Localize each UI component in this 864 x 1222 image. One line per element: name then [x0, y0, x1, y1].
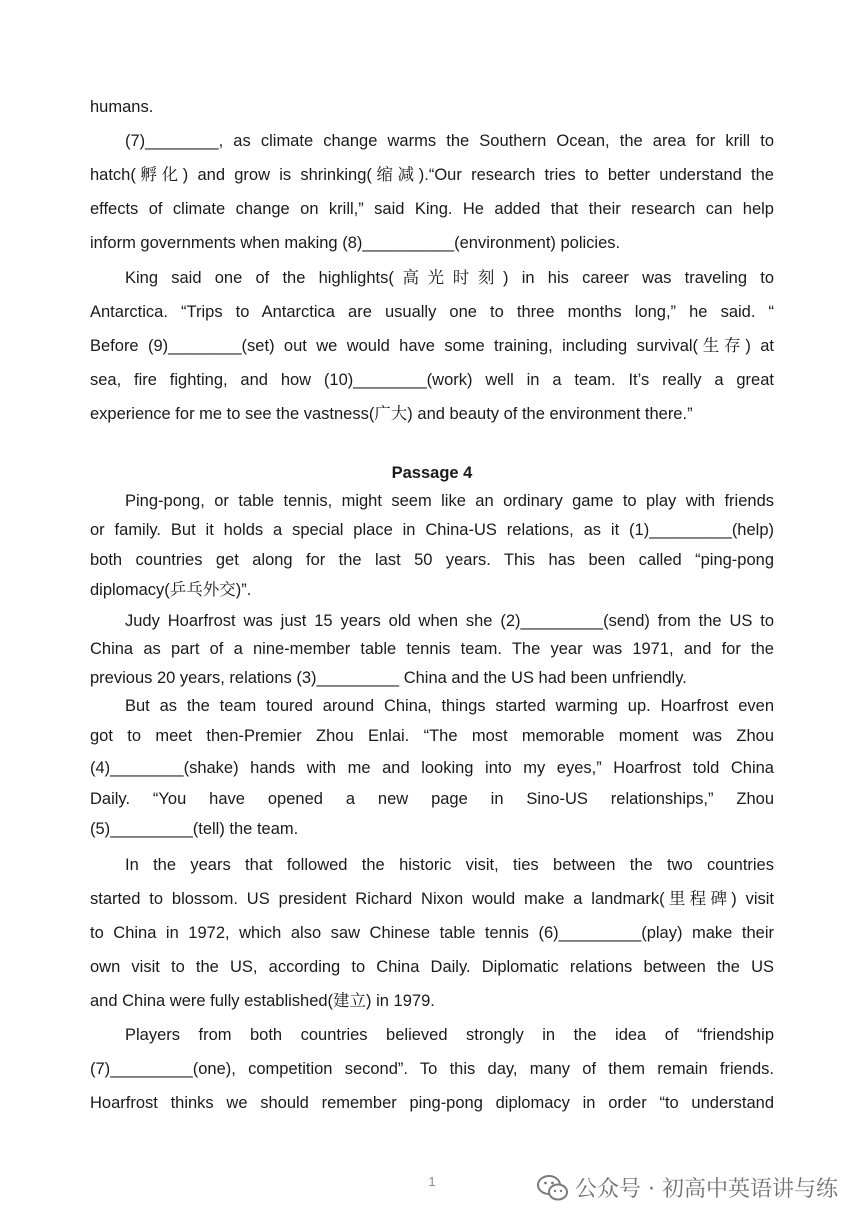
- text-line: experience for me to see the vastness(广大) and beauty of the environment there.”: [90, 405, 693, 423]
- text-line: Antarctica. “Trips to Antarctica are usually one to three months long,” he said. “: [90, 303, 774, 321]
- text-line: But as the team toured around China, things started warming up. Hoarfrost even: [125, 697, 774, 715]
- text-line: and China were fully established(建立) in 1979.: [90, 992, 435, 1010]
- text-line: King said one of the highlights(高光时刻) in his career was traveling to: [125, 269, 774, 287]
- watermark-text: 公众号 · 初高中英语讲与练: [575, 1177, 838, 1202]
- text-line: In the years that followed the historic visit, ties between the two countries: [125, 856, 774, 874]
- text-line: previous 20 years, relations (3)_________ China and the US had been unfriendly.: [90, 669, 687, 687]
- text-line: (4)________(shake) hands with me and looking into my eyes,” Hoarfrost told China: [90, 759, 774, 777]
- text-line: Ping-pong, or table tennis, might seem like an ordinary game to play with friends: [125, 492, 774, 510]
- text-line: inform governments when making (8)__________(environment) policies.: [90, 234, 621, 252]
- text-line: started to blossom. US president Richard Nixon would make a landmark(里程碑) visit: [90, 890, 774, 908]
- text-line: (7)________, as climate change warms the Southern Ocean, the area for krill to: [125, 132, 774, 150]
- text-line: China as part of a nine-member table tennis team. The year was 1971, and for the: [90, 640, 774, 658]
- passage-heading: Passage 4: [391, 464, 473, 482]
- text-line: Players from both countries believed strongly in the idea of “friendship: [125, 1026, 774, 1044]
- text-line: (7)_________(one), competition second”. To this day, many of them remain friends.: [90, 1060, 774, 1078]
- page-number: 1: [428, 1174, 436, 1189]
- text-line: or family. But it holds a special place in China-US relations, as it (1)_________(help): [90, 521, 774, 539]
- text-line: (5)_________(tell) the team.: [90, 820, 299, 838]
- text-line: diplomacy(乒乓外交)”.: [90, 581, 252, 599]
- text-line: effects of climate change on krill,” said King. He added that their research can help: [90, 200, 774, 218]
- text-line: got to meet then-Premier Zhou Enlai. “The most memorable moment was Zhou: [90, 727, 774, 745]
- text-line: Judy Hoarfrost was just 15 years old when she (2)_________(send) from the US to: [125, 612, 774, 630]
- text-line: Hoarfrost thinks we should remember ping-pong diplomacy in order “to understand: [90, 1094, 774, 1112]
- wechat-icon: [537, 1174, 569, 1202]
- text-line: sea, fire fighting, and how (10)________(work) well in a team. It’s really a great: [90, 371, 774, 389]
- text-line: own visit to the US, according to China Daily. Diplomatic relations between the US: [90, 958, 774, 976]
- text-line: hatch(孵化) and grow is shrinking(缩减).“Our research tries to better understand the: [90, 166, 774, 184]
- text-line: both countries get along for the last 50 years. This has been called “ping-pong: [90, 551, 774, 569]
- text-line: Before (9)________(set) out we would have some training, including survival(生存) at: [90, 337, 774, 355]
- wechat-watermark: [537, 1172, 838, 1203]
- text-line: humans.: [90, 98, 154, 116]
- text-line: Daily. “You have opened a new page in Sino-US relationships,” Zhou: [90, 790, 774, 808]
- text-line: to China in 1972, which also saw Chinese table tennis (6)_________(play) make their: [90, 924, 774, 942]
